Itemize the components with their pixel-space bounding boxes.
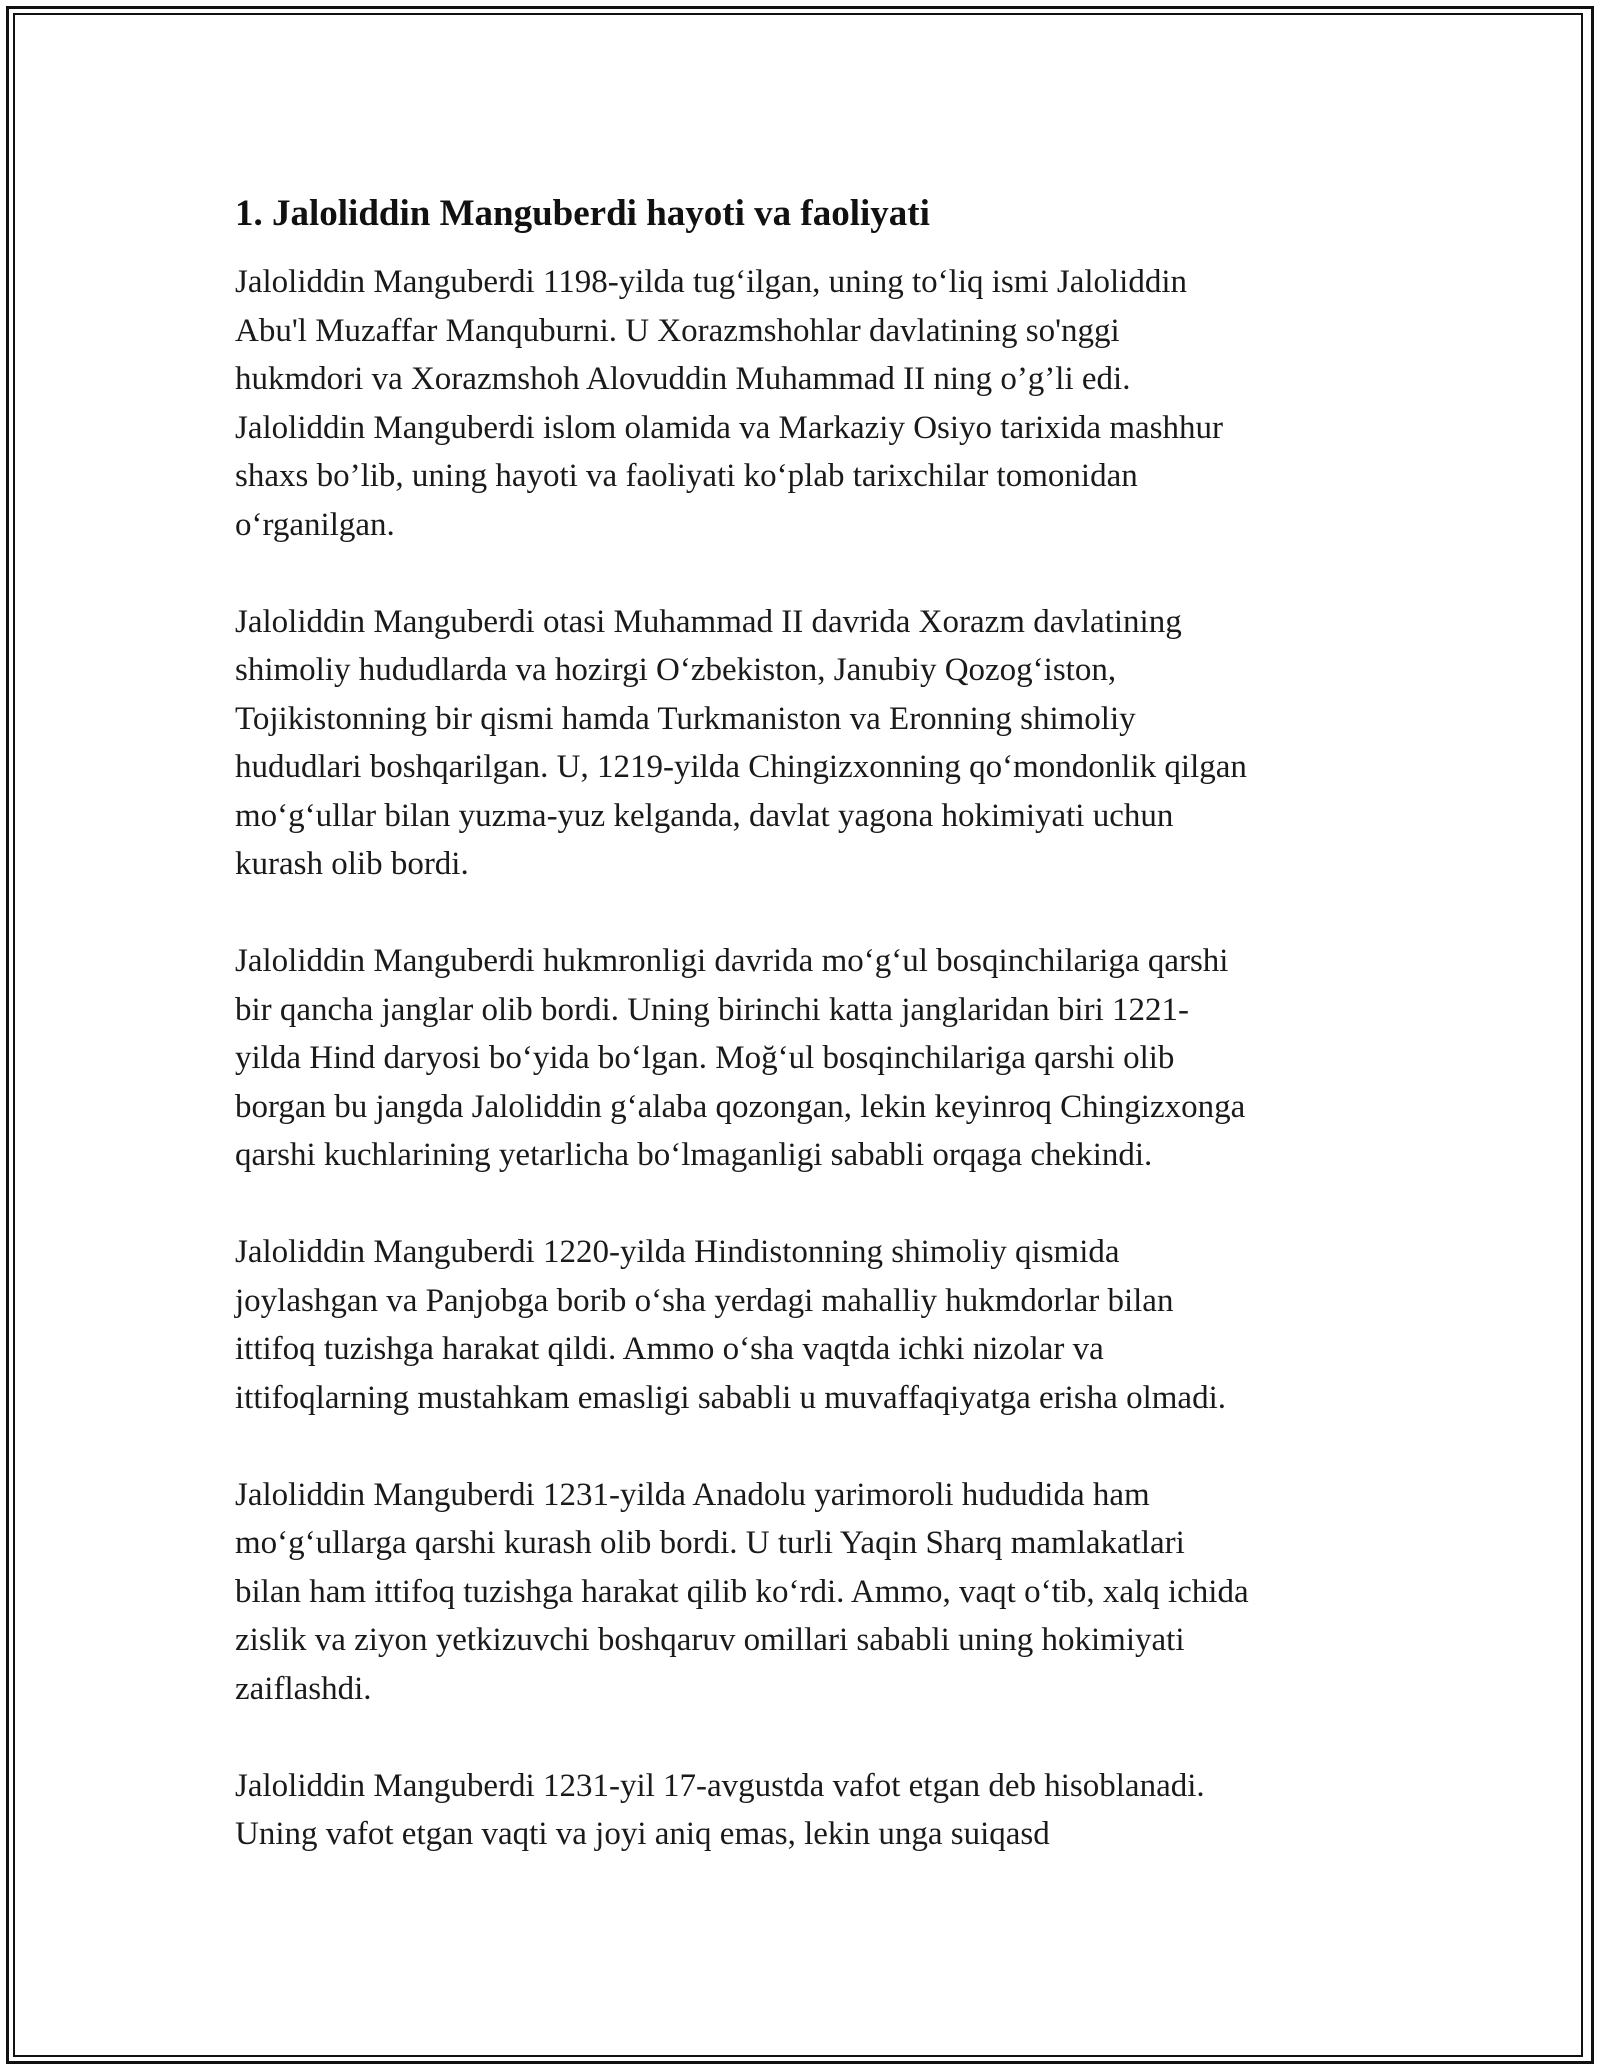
section-heading: 1. Jaloliddin Manguberdi hayoti va faoliyati xyxy=(235,193,930,234)
paragraph-anatolia: Jaloliddin Manguberdi 1231-yilda Anadolu yarimoroli hududida ham mo‘g‘ullarga qarshi kurash olib bordi. U turli Yaqin Sharq mamlakatlari bilan ham ittifoq tuzishga harakat qilib ko‘rdi. Ammo, vaqt o‘tib, xalq ichida zislik va ziyon yetkizuvchi boshqaruv omillari sababli uning hokimiyati zaiflashdi. xyxy=(235,1476,1249,1707)
paragraph-death: Jaloliddin Manguberdi 1231-yil 17-avgustda vafot etgan deb hisoblanadi. Uning vafot etgan vaqti va joyi aniq emas, lekin unga suiqasd xyxy=(235,1767,1205,1852)
paragraph-battles: Jaloliddin Manguberdi hukmronligi davrida mo‘g‘ul bosqinchilariga qarshi bir qancha janglar olib bordi. Uning birinchi katta janglaridan biri 1221- yilda Hind daryosi bo‘yida bo‘lgan. Moğ‘ul bosqinchilariga qarshi olib borgan bu jangda Jaloliddin g‘alaba qozongan, lekin keyinroq Chingizxonga qarshi kuchlarining yetarlicha bo‘lmaganligi sababli orqaga chekindi. xyxy=(235,943,1246,1173)
paragraph-rule: Jaloliddin Manguberdi otasi Muhammad II davrida Xorazm davlatining shimoliy hududlarda va hozirgi O‘zbekiston, Janubiy Qozog‘iston, Tojikistonning bir qismi hamda Turkmaniston va Eronning shimoliy hududlari boshqarilgan. U, 1219-yilda Chingizxonning qo‘mondonlik qilgan mo‘g‘ullar bilan yuzma-yuz kelganda, davlat yagona hokimiyati uchun kurash olib bordi. xyxy=(235,603,1247,882)
paragraph-birth: Jaloliddin Manguberdi 1198-yilda tug‘ilgan, uning to‘liq ismi Jaloliddin Abu'l Muzaffar Manquburni. U Xorazmshohlar davlatining so'nggi hukmdori va Xorazmshoh Alovuddin Muhammad II ning o’g’li edi. Jaloliddin Manguberdi islom olamida va Markaziy Osiyo tarixida mashhur shaxs bo’lib, uning hayoti va faoliyati ko‘plab tarixchilar tomonidan o‘rganilgan. xyxy=(235,264,1223,543)
document-body xyxy=(235,190,1375,1907)
paragraph-india: Jaloliddin Manguberdi 1220-yilda Hindistonning shimoliy qismida joylashgan va Panjobga borib o‘sha yerdagi mahalliy hukmdorlar bilan ittifoq tuzishga harakat qildi. Ammo o‘sha vaqtda ichki nizolar va ittifoqlarning mustahkam emasligi sababli u muvaffaqiyatga erisha olmadi. xyxy=(235,1234,1226,1416)
